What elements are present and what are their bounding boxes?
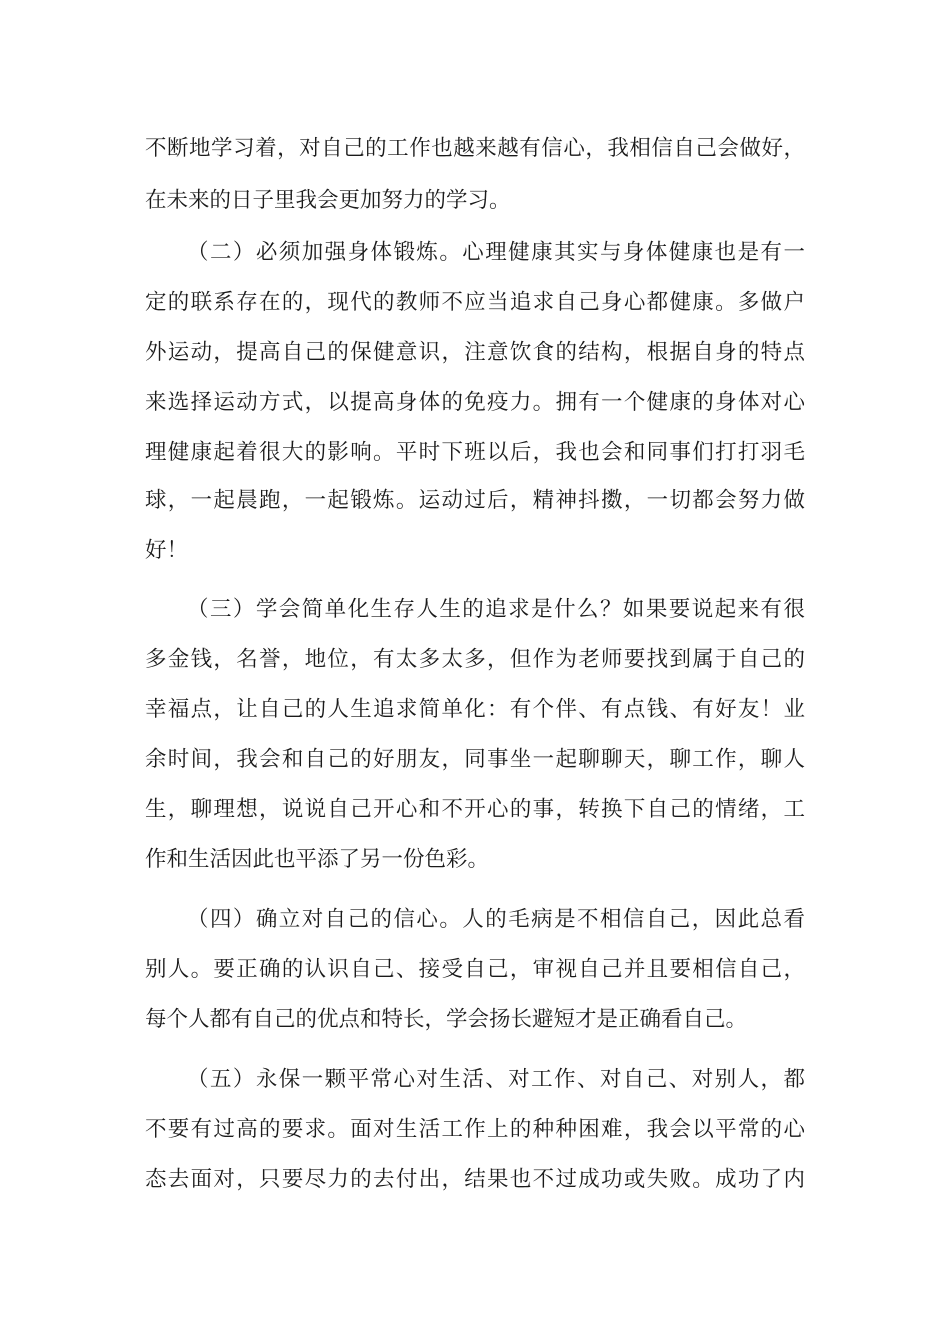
paragraph-first-line: （三）学会简单化生存人生的追求是什么？如果要说起来有很 <box>187 597 805 622</box>
text-line: 不断地学习着，对自己的工作也越来越有信心，我相信自己会做好， <box>145 136 805 161</box>
text-line: 多金钱，名誉，地位，有太多太多，但作为老师要找到属于自己的 <box>145 647 805 672</box>
text-line: 作和生活因此也平添了另一份色彩。 <box>145 847 490 872</box>
text-line: 理健康起着很大的影响。平时下班以后，我也会和同事们打打羽毛 <box>145 440 805 465</box>
text-line: 好！ <box>145 538 189 563</box>
text-line: 在未来的日子里我会更加努力的学习。 <box>145 188 511 213</box>
text-line: 幸福点，让自己的人生追求简单化：有个伴、有点钱、有好友！业 <box>145 697 805 722</box>
text-line: 余时间，我会和自己的好朋友，同事坐一起聊聊天，聊工作，聊人 <box>145 747 805 772</box>
text-line: 外运动，提高自己的保健意识，注意饮食的结构，根据自身的特点 <box>145 340 805 365</box>
text-line: 来选择运动方式，以提高身体的免疫力。拥有一个健康的身体对心 <box>145 390 805 415</box>
paragraph-first-line: （五）永保一颗平常心对生活、对工作、对自己、对别人，都 <box>187 1067 805 1092</box>
text-line: 别人。要正确的认识自己、接受自己，审视自己并且要相信自己， <box>145 957 805 982</box>
text-line: 球，一起晨跑，一起锻炼。运动过后，精神抖擞，一切都会努力做 <box>145 488 805 513</box>
paragraph-first-line: （四）确立对自己的信心。人的毛病是不相信自己，因此总看 <box>187 907 805 932</box>
paragraph-first-line: （二）必须加强身体锻炼。心理健康其实与身体健康也是有一 <box>187 240 805 265</box>
text-line: 每个人都有自己的优点和特长，学会扬长避短才是正确看自己。 <box>145 1007 748 1032</box>
text-line: 定的联系存在的，现代的教师不应当追求自己身心都健康。多做户 <box>145 290 805 315</box>
text-line: 态去面对，只要尽力的去付出，结果也不过成功或失败。成功了内 <box>145 1167 805 1192</box>
text-line: 生，聊理想，说说自己开心和不开心的事，转换下自己的情绪，工 <box>145 797 805 822</box>
text-line: 不要有过高的要求。面对生活工作上的种种困难，我会以平常的心 <box>145 1117 805 1142</box>
